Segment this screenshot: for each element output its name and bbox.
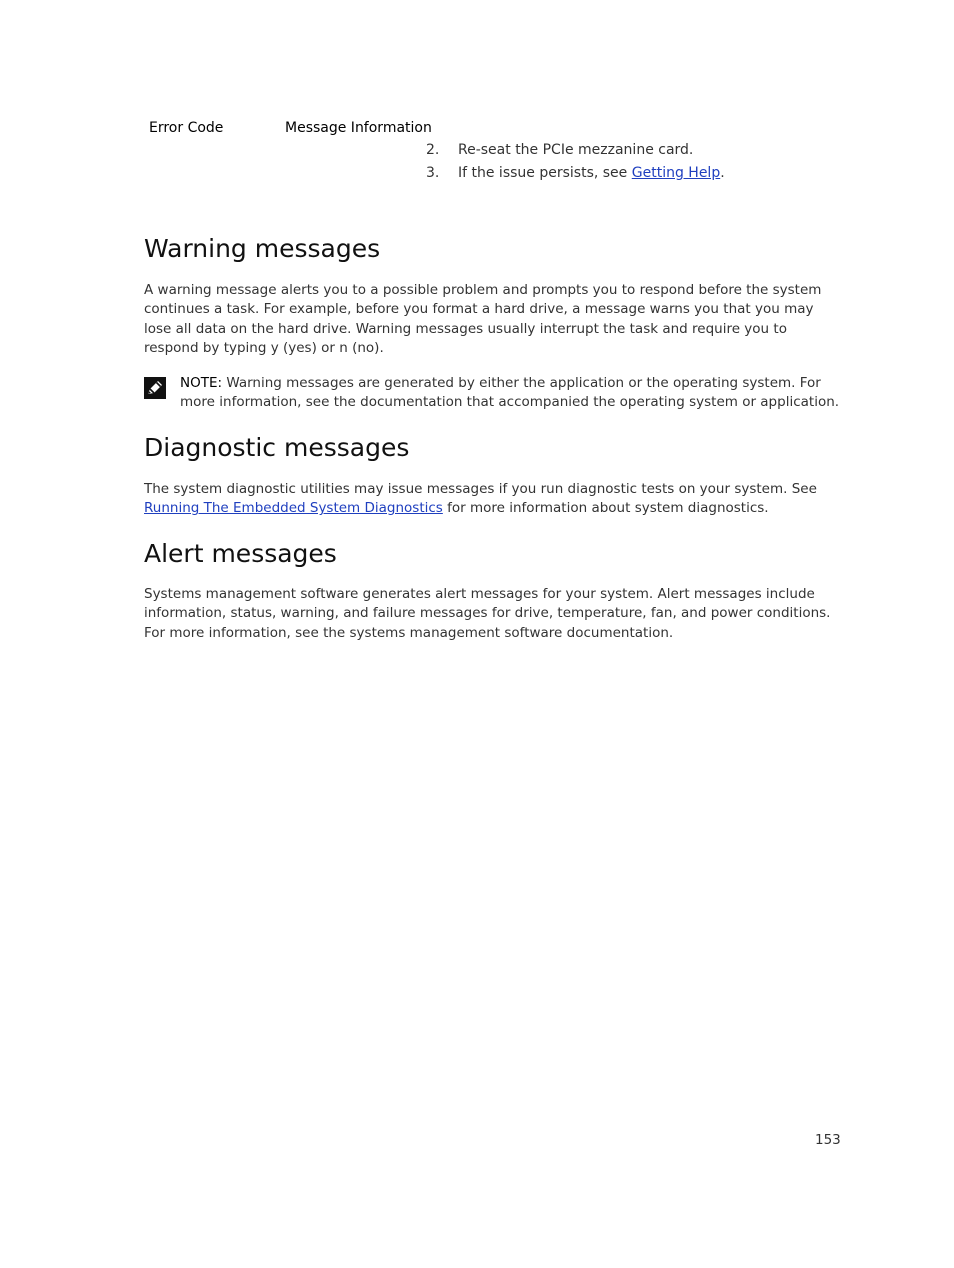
page-number: 153 [815, 1132, 841, 1148]
list-item-number: 2. [426, 142, 440, 158]
diagnostic-body-after: for more information about system diagnostics. [442, 500, 769, 517]
list-item [426, 142, 846, 162]
list-item-text [458, 165, 725, 181]
list-item-text-before: If the issue persists, see [458, 165, 632, 181]
getting-help-link[interactable]: Getting Help [631, 165, 721, 181]
table-header-message-information: Message Information [285, 120, 432, 136]
warning-messages-heading: Warning messages [144, 234, 381, 263]
diagnostic-messages-heading: Diagnostic messages [144, 433, 410, 462]
warning-messages-body: A warning message alerts you to a possible problem and prompts you to respond before the system continues a task. For example, before you format a hard drive, a message warns you that you may lose all data on the hard drive. Warning messages usually interrupt the task and require you to respond by typing y (yes) or n (no). [144, 282, 822, 356]
diagnostic-messages-body [144, 480, 844, 519]
list-item [426, 165, 846, 185]
running-embedded-system-diagnostics-link[interactable]: Running The Embedded System Diagnostics [144, 500, 443, 517]
diagnostic-body-before: The system diagnostic utilities may issue messages if you run diagnostic tests on your system. See [144, 481, 817, 497]
pencil-note-icon [144, 377, 166, 399]
alert-messages-heading: Alert messages [144, 539, 337, 568]
note-text [180, 374, 845, 413]
table-header-error-code: Error Code [149, 120, 224, 136]
note-label: NOTE: [180, 375, 223, 391]
list-item-text-after: . [720, 165, 725, 181]
list-item-text: Re-seat the PCIe mezzanine card. [458, 142, 694, 158]
alert-messages-body: Systems management software generates alert messages for your system. Alert messages include information, status, warning, and failure messages for drive, temperature, fan, and power conditions. For more information, see the systems management software documentation. [144, 586, 831, 641]
note-body: Warning messages are generated by either the application or the operating system. For more information, see the documentation that accompanied the operating system or application. [180, 375, 840, 411]
list-item-number: 3. [426, 165, 440, 181]
